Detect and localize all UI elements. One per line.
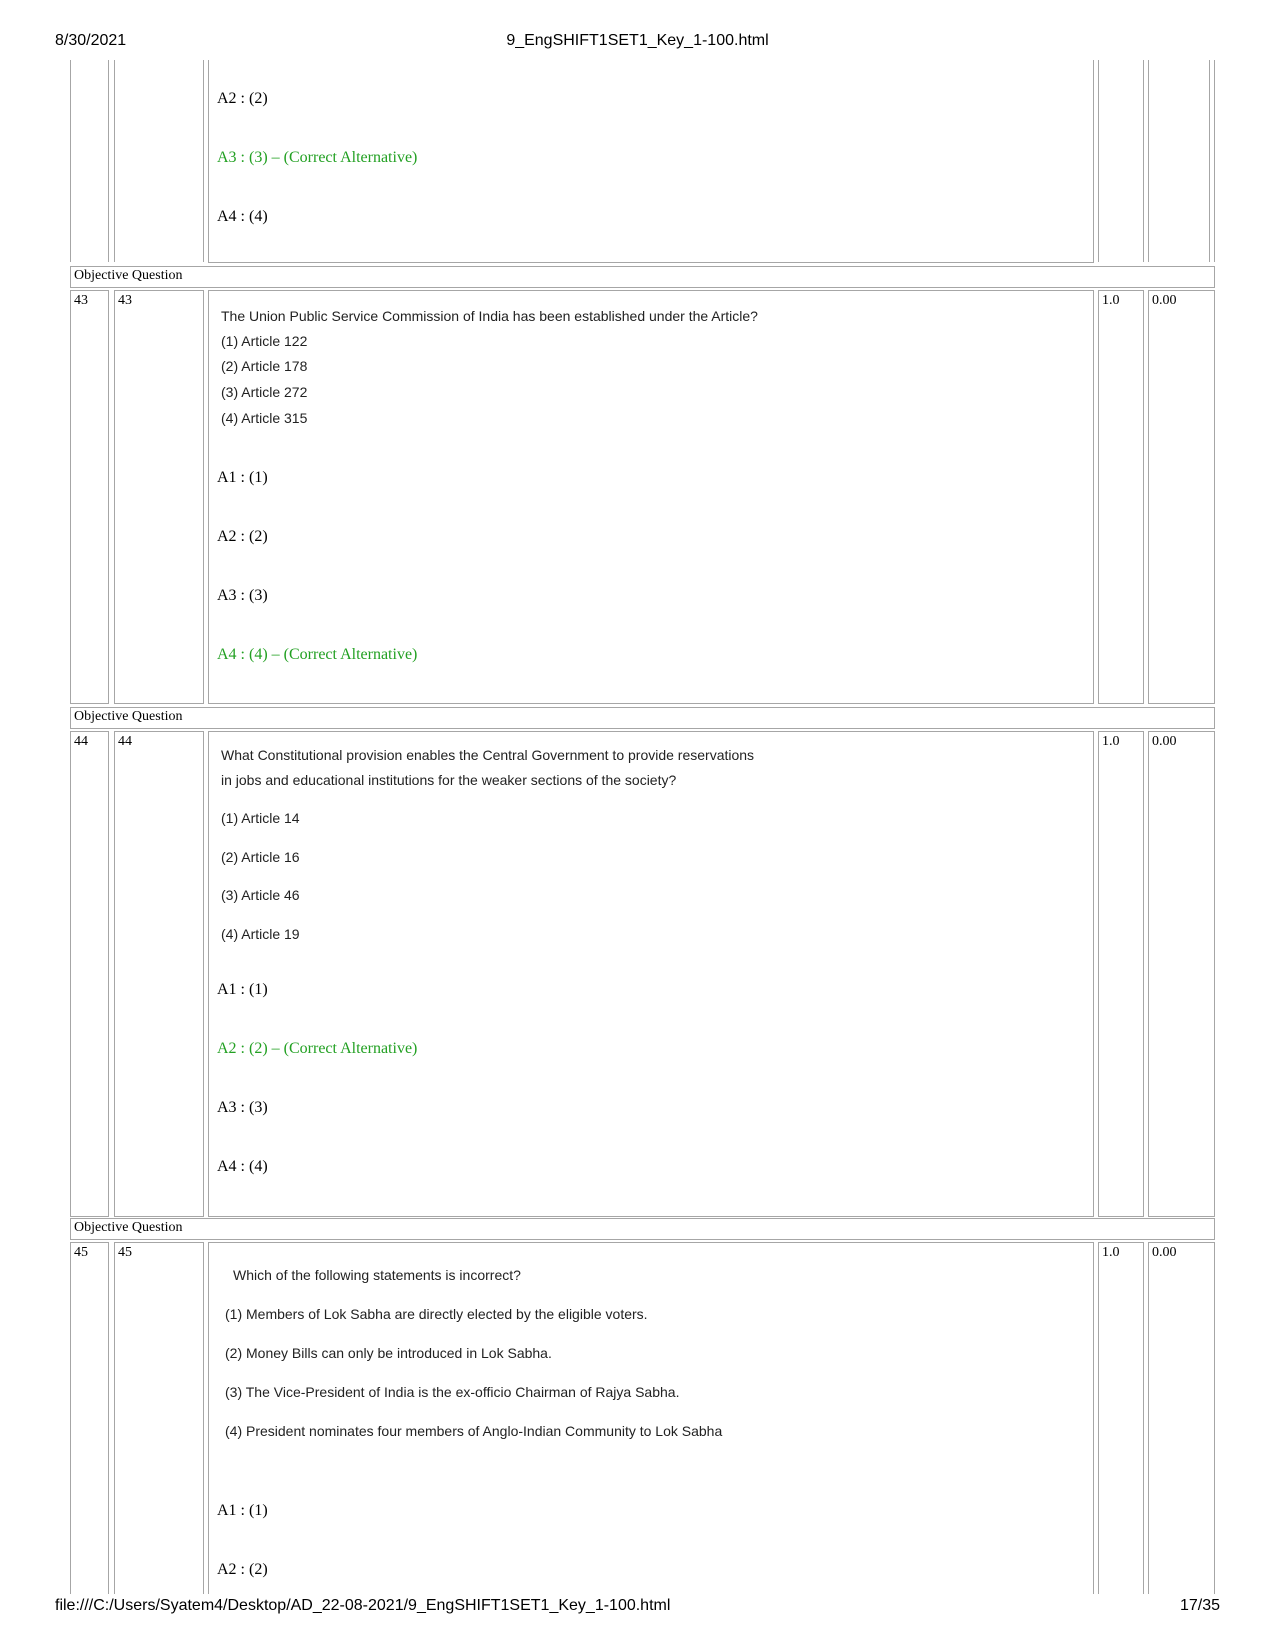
section-label: Objective Question	[74, 268, 183, 283]
column-line	[1098, 60, 1099, 262]
marks-value: 1.0	[1102, 293, 1120, 308]
page-number: 17/35	[1179, 1597, 1220, 1614]
column-line	[203, 60, 204, 262]
negative-marks-value: 0.00	[1152, 1245, 1177, 1260]
question-option: (3) Article 272	[221, 384, 308, 400]
answer-option: A4 : (4)	[217, 208, 268, 225]
marks-cell	[1098, 731, 1144, 1217]
question-option: (1) Members of Lok Sabha are directly elected by the eligible voters.	[225, 1306, 648, 1322]
question-number: 43	[118, 293, 132, 308]
serial-number: 44	[74, 734, 88, 749]
negative-marks-value: 0.00	[1152, 293, 1177, 308]
marks-value: 1.0	[1102, 1245, 1120, 1260]
print-date: 8/30/2021	[55, 32, 127, 49]
serial-number: 45	[74, 1245, 88, 1260]
answer-option: A1 : (1)	[217, 981, 268, 998]
answer-option: A1 : (1)	[217, 1502, 268, 1519]
column-line	[1214, 60, 1215, 262]
question-option: (3) Article 46	[221, 887, 300, 903]
question-number: 45	[118, 1245, 132, 1260]
answer-option-correct: A3 : (3) – (Correct Alternative)	[217, 149, 418, 166]
answer-option: A4 : (4)	[217, 1158, 268, 1175]
question-text: in jobs and educational institutions for the weaker sections of the society?	[221, 772, 677, 788]
section-label: Objective Question	[74, 1220, 183, 1235]
serial-number: 43	[74, 293, 88, 308]
marks-value: 1.0	[1102, 734, 1120, 749]
answer-option-correct: A2 : (2) – (Correct Alternative)	[217, 1040, 418, 1057]
question-option: (4) Article 315	[221, 410, 308, 426]
marks-cell	[1098, 1242, 1144, 1594]
question-cell	[208, 290, 1094, 704]
sno-cell	[70, 290, 109, 704]
question-option: (2) Money Bills can only be introduced in Lok Sabha.	[225, 1345, 552, 1361]
question-option: (1) Article 14	[221, 810, 300, 826]
qno-cell	[114, 1242, 204, 1594]
question-option: (3) The Vice-President of India is the ex-officio Chairman of Rajya Sabha.	[225, 1384, 680, 1400]
question-option: (1) Article 122	[221, 333, 308, 349]
question-option: (4) President nominates four members of Anglo-Indian Community to Lok Sabha	[225, 1423, 723, 1439]
column-line	[1148, 60, 1149, 262]
answer-option: A2 : (2)	[217, 90, 268, 107]
column-line	[1209, 60, 1210, 262]
negative-marks-cell	[1148, 290, 1215, 704]
question-option: (2) Article 178	[221, 358, 308, 374]
marks-cell	[1098, 290, 1144, 704]
sno-cell	[70, 1242, 109, 1594]
question-text: Which of the following statements is incorrect?	[233, 1267, 521, 1283]
document-title: 9_EngSHIFT1SET1_Key_1-100.html	[506, 32, 769, 49]
section-label-row	[70, 266, 1215, 288]
qno-cell	[114, 731, 204, 1217]
question-option: (2) Article 16	[221, 849, 300, 865]
sno-cell	[70, 731, 109, 1217]
column-line	[70, 60, 71, 262]
column-line	[108, 60, 109, 262]
answer-option: A3 : (3)	[217, 587, 268, 604]
column-line	[1143, 60, 1144, 262]
section-label-row	[70, 1218, 1215, 1240]
column-line	[114, 60, 115, 262]
negative-marks-cell	[1148, 1242, 1215, 1594]
negative-marks-cell	[1148, 731, 1215, 1217]
question-text: What Constitutional provision enables the Central Government to provide reservations	[221, 747, 755, 763]
section-label-row	[70, 707, 1215, 729]
question-cell	[208, 1242, 1094, 1594]
question-number: 44	[118, 734, 132, 749]
question-option: (4) Article 19	[221, 926, 300, 942]
file-path: file:///C:/Users/Syatem4/Desktop/AD_22-08-2021/9_EngSHIFT1SET1_Key_1-100.html	[55, 1597, 671, 1614]
negative-marks-value: 0.00	[1152, 734, 1177, 749]
section-label: Objective Question	[74, 709, 183, 724]
qno-cell	[114, 290, 204, 704]
answer-option: A2 : (2)	[217, 528, 268, 545]
answer-option: A1 : (1)	[217, 469, 268, 486]
answer-option: A2 : (2)	[217, 1561, 268, 1578]
question-text: The Union Public Service Commission of India has been established under the Article?	[221, 308, 758, 324]
question-cell	[208, 731, 1094, 1217]
answer-option: A3 : (3)	[217, 1099, 268, 1116]
answer-option-correct: A4 : (4) – (Correct Alternative)	[217, 646, 418, 663]
